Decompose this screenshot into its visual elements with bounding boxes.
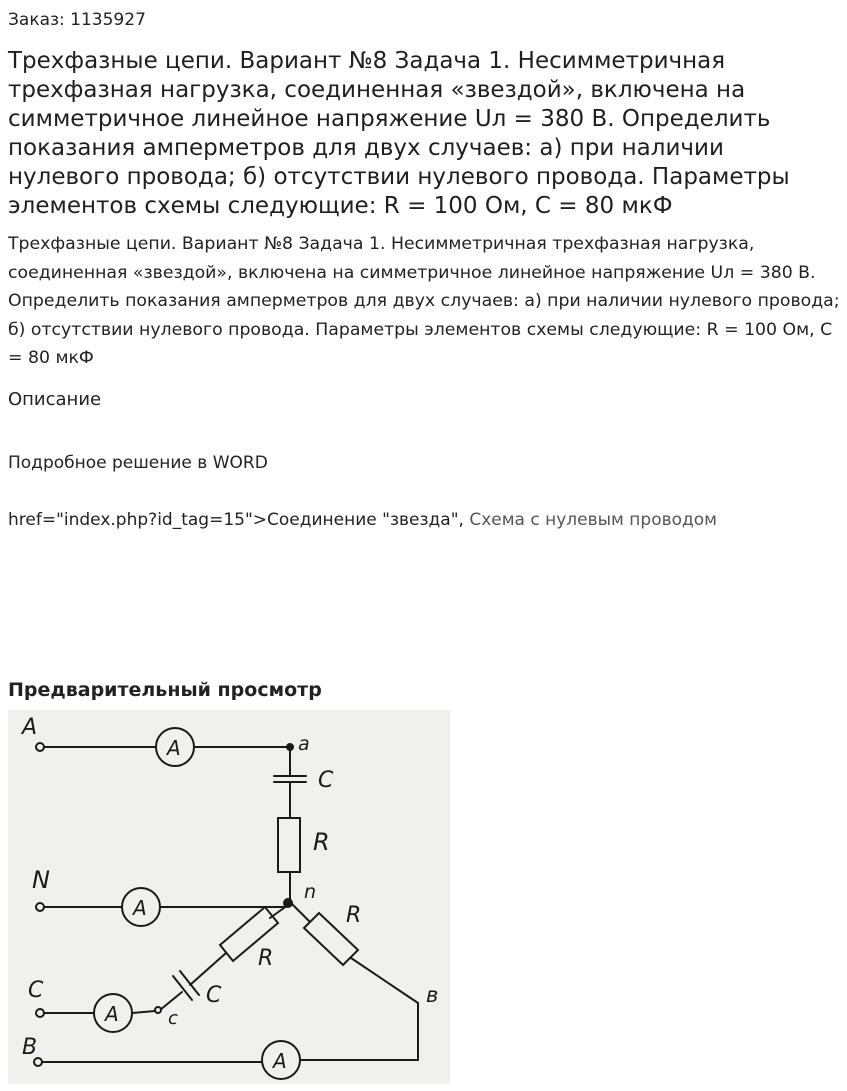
label-node-b: в	[426, 983, 439, 1007]
label-ammeter-a: A	[167, 736, 181, 760]
terminal-a-dot	[36, 743, 44, 751]
terminal-n-dot	[36, 903, 44, 911]
label-capacitor-a: C	[318, 768, 334, 793]
solution-format-text: Подробное решение в WORD	[8, 453, 268, 473]
label-resistor-b: R	[346, 903, 362, 928]
tags-prefix-text: href="index.php?id_tag=15">Соединение "звезда",	[8, 510, 470, 530]
label-resistor-c: R	[258, 946, 274, 971]
product-description: Трехфазные цепи. Вариант №8 Задача 1. Несимметричная трехфазная нагрузка, соединенная «звездой», включена на симметричное линейное напряжение Uл = 380 В. Определить показания амперметров для двух случаев: а) при наличии нулевого провода; б) отсутствии нулевого провода. Параметры элементов схемы следующие: R = 100 Ом, C = 80 мкФ	[8, 234, 840, 368]
label-ammeter-b: A	[273, 1049, 287, 1073]
terminal-c-dot	[36, 1009, 44, 1017]
label-node-a: a	[298, 733, 310, 755]
label-ammeter-n: A	[133, 896, 147, 920]
node-c-dot	[155, 1007, 161, 1013]
label-ammeter-c: A	[105, 1002, 119, 1026]
label-terminal-c: C	[28, 978, 44, 1003]
label-terminal-a: A	[22, 715, 38, 740]
tag-link-neutral-wire[interactable]: Схема с нулевым проводом	[469, 510, 717, 530]
page-title: Трехфазные цепи. Вариант №8 Задача 1. Несимметричная трехфазная нагрузка, соединенная «звездой», включена на симметричное линейное напряжение Uл = 380 В. Определить показания амперметров для двух случаев: а) при наличии нулевого провода; б) отсутствии нулевого провода. Параметры элементов схемы следующие: R = 100 Ом, C = 80 мкФ	[8, 48, 790, 219]
order-number: Заказ: 1135927	[8, 10, 146, 30]
label-resistor-a: R	[313, 828, 330, 856]
label-terminal-b: B	[22, 1035, 38, 1060]
preview-heading: Предварительный просмотр	[8, 679, 322, 701]
label-terminal-n: N	[32, 866, 50, 894]
tags-line	[8, 507, 717, 533]
label-node-n: n	[304, 881, 317, 903]
label-capacitor-c: C	[206, 983, 222, 1008]
description-section-label: Описание	[8, 389, 102, 410]
circuit-diagram-image	[8, 710, 450, 1084]
label-node-c: c	[168, 1008, 178, 1029]
